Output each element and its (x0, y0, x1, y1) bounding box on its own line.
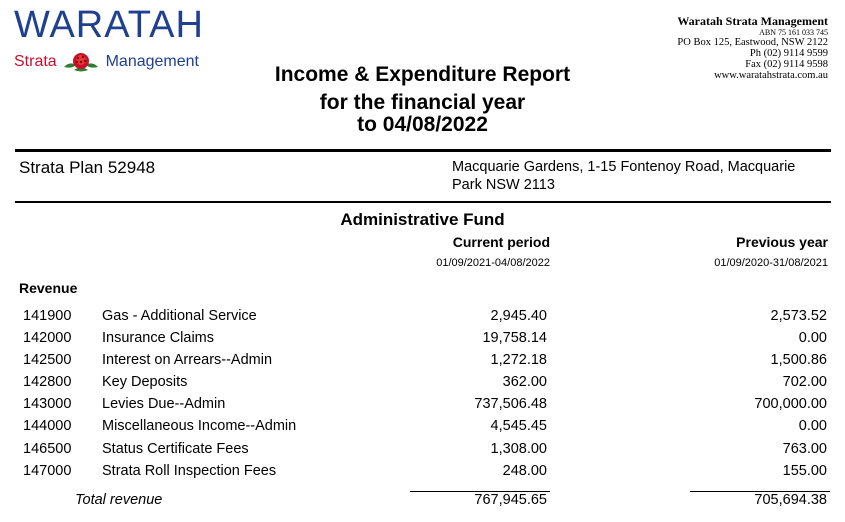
account-name: Interest on Arrears--Admin (102, 352, 273, 368)
account-name: Key Deposits (102, 374, 188, 390)
previous-amount: 1,500.86 (770, 352, 827, 368)
company-fax: Fax (02) 9114 9598 (745, 59, 828, 70)
revenue-heading: Revenue (19, 280, 78, 296)
account-name: Levies Due--Admin (102, 396, 226, 412)
previous-amount: 155.00 (782, 463, 827, 479)
current-amount: 362.00 (502, 374, 547, 390)
previous-year-heading: Previous year (736, 234, 828, 250)
title-line-2: for the financial year (319, 91, 526, 114)
table-row (0, 418, 845, 440)
address-line-2: Park NSW 2113 (452, 177, 555, 193)
account-name: Strata Roll Inspection Fees (102, 463, 277, 479)
logo-strata-text: Strata (14, 53, 57, 71)
table-row (0, 308, 845, 330)
previous-amount: 763.00 (782, 441, 827, 457)
account-code: 143000 (23, 396, 72, 412)
previous-amount: 2,573.52 (770, 308, 827, 324)
account-name: Gas - Additional Service (102, 308, 257, 324)
account-code: 147000 (23, 463, 72, 479)
table-row (0, 396, 845, 418)
account-name: Miscellaneous Income--Admin (102, 418, 297, 434)
total-previous-amount: 705,694.38 (754, 492, 827, 508)
account-code: 146500 (23, 441, 72, 457)
current-amount: 2,945.40 (490, 308, 547, 324)
total-label: Total revenue (75, 492, 163, 508)
fund-title: Administrative Fund (340, 210, 505, 229)
previous-amount: 700,000.00 (754, 396, 827, 412)
current-period-range: 01/09/2021-04/08/2022 (436, 257, 550, 269)
previous-year-range: 01/09/2020-31/08/2021 (714, 257, 828, 269)
current-amount: 1,272.18 (490, 352, 547, 368)
table-row (0, 374, 845, 396)
table-row (0, 352, 845, 374)
table-row (0, 463, 845, 485)
previous-amount: 702.00 (782, 374, 827, 390)
logo-management-text: Management (105, 53, 199, 71)
table-row (0, 330, 845, 352)
logo-subtitle (14, 51, 199, 73)
account-code: 142800 (23, 374, 72, 390)
title-line-1: Income & Expenditure Report (274, 63, 571, 86)
current-period-heading: Current period (452, 234, 550, 250)
report-title (240, 64, 605, 136)
account-name: Insurance Claims (102, 330, 215, 346)
company-po-box: PO Box 125, Eastwood, NSW 2122 (677, 37, 828, 48)
strata-plan-label: Strata Plan 52948 (19, 158, 156, 177)
waratah-flower-icon (62, 51, 100, 73)
account-code: 142500 (23, 352, 72, 368)
company-abn: ABN 75 161 033 745 (759, 28, 828, 37)
previous-amount: 0.00 (798, 418, 827, 434)
current-amount: 1,308.00 (490, 441, 547, 457)
account-code: 141900 (23, 308, 72, 324)
company-details (677, 15, 828, 81)
address-line-1: Macquarie Gardens, 1-15 Fontenoy Road, Macquarie (452, 159, 796, 175)
account-code: 144000 (23, 418, 72, 434)
title-line-3: to 04/08/2022 (357, 113, 488, 136)
current-amount: 737,506.48 (474, 396, 547, 412)
account-code: 142000 (23, 330, 72, 346)
top-divider (15, 149, 831, 152)
current-amount: 4,545.45 (490, 418, 547, 434)
company-name: Waratah Strata Management (677, 14, 828, 28)
company-phone: Ph (02) 9114 9599 (749, 48, 828, 59)
plan-address (452, 158, 832, 194)
current-amount: 248.00 (502, 463, 547, 479)
company-website: www.waratahstrata.com.au (714, 70, 828, 81)
previous-amount: 0.00 (798, 330, 827, 346)
table-row (0, 441, 845, 463)
plan-divider (15, 201, 831, 203)
account-name: Status Certificate Fees (102, 441, 249, 457)
current-amount: 19,758.14 (482, 330, 547, 346)
total-current-amount: 767,945.65 (474, 492, 547, 508)
logo-wordmark: WARATAH (14, 4, 204, 46)
total-row (0, 492, 845, 514)
